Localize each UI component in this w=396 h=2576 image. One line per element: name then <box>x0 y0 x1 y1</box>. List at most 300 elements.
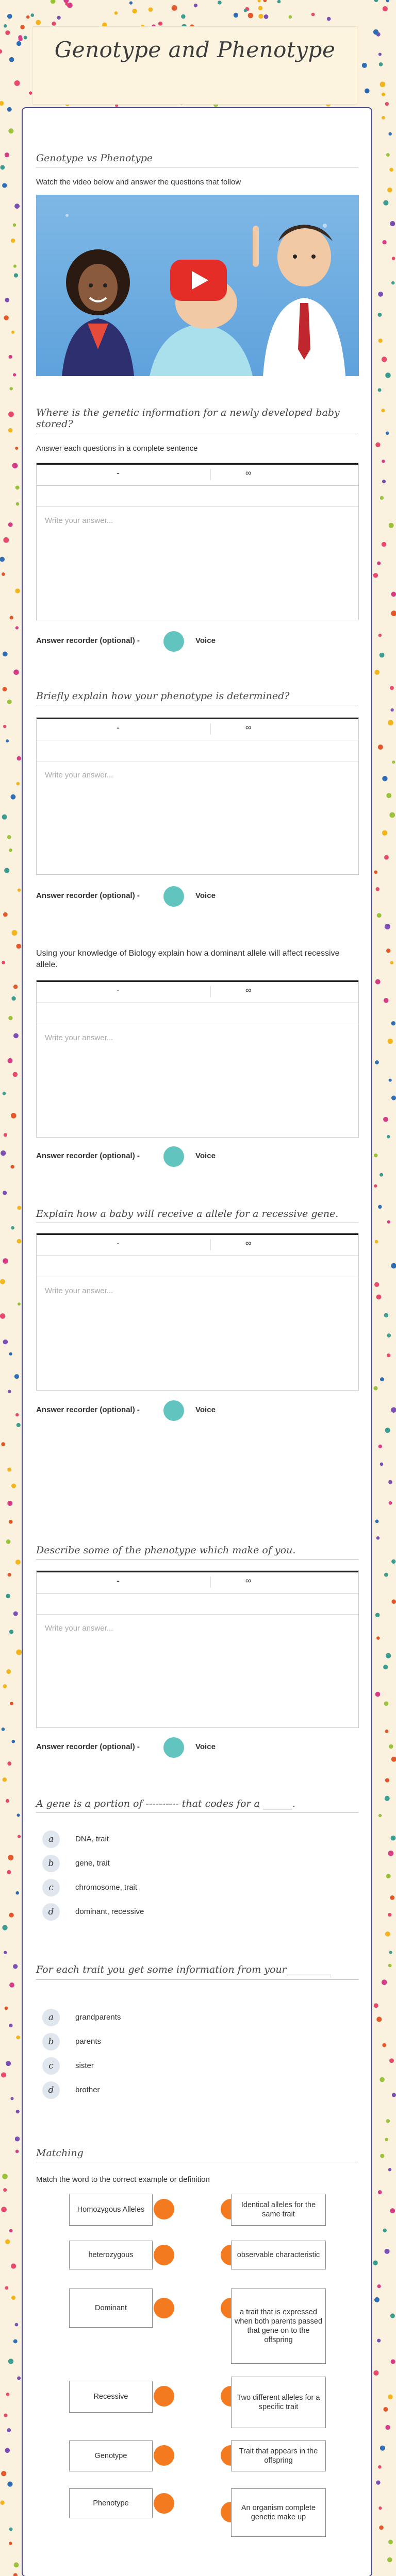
confetti-dot <box>392 2093 396 2097</box>
confetti-dot <box>8 428 13 433</box>
confetti-dot <box>6 1799 9 1803</box>
confetti-dot <box>374 2297 380 2302</box>
q4-answer-input[interactable]: Write your answer... <box>45 1286 113 1295</box>
video-player[interactable] <box>36 195 359 376</box>
confetti-dot <box>15 626 19 630</box>
q5-voice-label: Voice <box>195 1742 216 1751</box>
match-left-1-connector[interactable] <box>154 2245 174 2265</box>
intro-title: Genotype vs Phenotype <box>36 152 358 167</box>
option-letter: d <box>42 2081 60 2099</box>
confetti-dot <box>390 2313 395 2318</box>
confetti-dot <box>378 338 383 343</box>
confetti-dot <box>376 1294 382 1299</box>
confetti-dot <box>388 1480 392 1484</box>
confetti-dot <box>0 2501 4 2505</box>
confetti-dot <box>16 782 20 786</box>
confetti-dot <box>5 30 10 35</box>
confetti-dot <box>380 1377 384 1381</box>
confetti-dot <box>16 2110 20 2113</box>
confetti-dot <box>2 961 5 964</box>
confetti-dot <box>386 948 390 953</box>
confetti-dot <box>5 2239 10 2244</box>
q1-toolbar <box>37 463 358 486</box>
confetti-dot <box>2 183 7 188</box>
confetti-dot <box>172 5 177 11</box>
confetti-dot <box>388 2395 392 2399</box>
confetti-dot <box>376 1536 380 1540</box>
confetti-dot <box>4 315 8 320</box>
confetti-dot <box>4 24 7 28</box>
confetti-dot <box>392 257 395 260</box>
confetti-dot <box>378 744 383 750</box>
q5-record-button[interactable] <box>163 1737 184 1758</box>
confetti-dot <box>6 1539 11 1544</box>
play-icon[interactable] <box>170 260 227 301</box>
confetti-dot <box>7 1761 11 1766</box>
q2-record-button[interactable] <box>163 886 184 907</box>
confetti-dot <box>15 1413 19 1416</box>
confetti-dot <box>383 6 388 11</box>
confetti-dot <box>386 432 389 435</box>
q2-title: Briefly explain how your phenotype is determined? <box>36 690 358 705</box>
confetti-dot <box>387 1135 390 1139</box>
confetti-dot <box>4 868 9 873</box>
confetti-dot <box>382 1979 387 1985</box>
confetti-dot <box>15 2150 19 2154</box>
confetti-dot <box>390 1895 394 1900</box>
confetti-dot <box>1 2471 6 2476</box>
confetti-dot <box>378 53 382 56</box>
confetti-dot <box>380 2446 385 2451</box>
confetti-dot <box>383 1665 388 1669</box>
confetti-dot <box>3 1258 8 1264</box>
q3-record-button[interactable] <box>163 1146 184 1167</box>
confetti-dot <box>16 2036 20 2040</box>
confetti-dot <box>9 1913 13 1918</box>
confetti-dot <box>374 870 377 874</box>
confetti-dot <box>11 2296 15 2300</box>
confetti-dot <box>11 2263 16 2268</box>
confetti-dot <box>385 102 389 106</box>
confetti-dot <box>382 240 386 244</box>
option-letter: a <box>42 2009 60 2026</box>
confetti-dot <box>13 1033 19 1038</box>
confetti-dot <box>51 0 56 4</box>
confetti-dot <box>3 1092 6 1095</box>
confetti-dot <box>382 776 387 781</box>
confetti-dot <box>383 2229 386 2232</box>
confetti-dot <box>7 1501 12 1506</box>
confetti-dot <box>30 13 34 17</box>
confetti-dot <box>377 562 381 565</box>
confetti-dot <box>11 996 15 1001</box>
q2-toolbar-minus[interactable]: - <box>117 722 120 733</box>
q1-toolbar-link[interactable]: ∞ <box>245 469 252 478</box>
confetti-dot <box>244 9 247 12</box>
q1-record-button[interactable] <box>163 631 184 652</box>
confetti-dot <box>9 849 12 852</box>
confetti-dot <box>374 1282 379 1287</box>
confetti-dot <box>383 1117 388 1122</box>
match-right-0[interactable]: Identical alleles for the same trait <box>231 2194 326 2226</box>
confetti-dot <box>0 557 5 562</box>
q1-answer-box[interactable] <box>36 463 359 620</box>
q5-answer-input[interactable]: Write your answer... <box>45 1624 113 1633</box>
confetti-dot <box>391 611 396 616</box>
confetti-dot <box>389 523 394 528</box>
confetti-dot <box>380 81 386 87</box>
q2-answer-box[interactable] <box>36 717 359 875</box>
match-right-1[interactable]: observable characteristic <box>231 2241 326 2269</box>
confetti-dot <box>374 2003 378 2008</box>
confetti-dot <box>13 2340 18 2344</box>
match-left-0-connector[interactable] <box>154 2199 174 2219</box>
confetti-dot <box>382 357 387 362</box>
q3-answer-box[interactable] <box>36 980 359 1138</box>
option-text: brother <box>75 2086 100 2094</box>
confetti-dot <box>3 687 7 691</box>
matching-instruction: Match the word to the correct example or definition <box>36 2175 210 2184</box>
match-left-4-connector[interactable] <box>154 2445 174 2466</box>
confetti-dot <box>387 188 392 192</box>
confetti-dot <box>194 4 197 7</box>
confetti-dot <box>11 1226 14 1230</box>
confetti-dot <box>2 2174 8 2179</box>
q1-recorder-label: Answer recorder (optional) - <box>36 636 140 645</box>
confetti-dot <box>385 1931 390 1937</box>
confetti-dot <box>7 835 11 839</box>
confetti-dot <box>258 0 261 3</box>
confetti-dot <box>375 1240 378 1244</box>
confetti-dot <box>4 1951 7 1954</box>
match-left-0[interactable]: Homozygous Alleles <box>69 2194 153 2226</box>
confetti-dot <box>385 372 391 378</box>
confetti-dot <box>375 1692 381 1697</box>
confetti-dot <box>383 2407 388 2412</box>
confetti-dot <box>389 1744 393 1749</box>
confetti-dot <box>378 313 382 317</box>
q1-answer-input[interactable]: Write your answer... <box>45 516 113 525</box>
confetti-dot <box>10 2097 13 2100</box>
confetti-dot <box>18 888 21 892</box>
confetti-dot <box>7 700 12 704</box>
confetti-dot <box>3 1340 8 1345</box>
confetti-dot <box>3 652 8 657</box>
match-right-3[interactable]: Two different alleles for a specific trait <box>231 2377 326 2428</box>
confetti-dot <box>3 537 9 543</box>
q2-voice-label: Voice <box>195 891 216 900</box>
confetti-dot <box>7 1468 11 1472</box>
confetti-dot <box>391 281 394 284</box>
q1-voice-label: Voice <box>195 636 216 645</box>
match-right-4[interactable]: Trait that appears in the offspring <box>231 2441 326 2471</box>
confetti-dot <box>26 15 29 19</box>
confetti-dot <box>6 1669 11 1674</box>
confetti-dot <box>20 25 24 29</box>
confetti-dot <box>373 2370 378 2376</box>
option-text: DNA, trait <box>75 1835 109 1843</box>
confetti-dot <box>258 14 263 19</box>
confetti-dot <box>2 815 7 820</box>
confetti-dot <box>391 1407 396 1413</box>
confetti-dot <box>15 588 20 593</box>
confetti-dot <box>392 760 395 764</box>
q3-toolbar-link[interactable]: ∞ <box>245 986 252 995</box>
q4-title: Explain how a baby will receive a allele for a recessive gene. <box>36 1208 358 1223</box>
confetti-dot <box>57 16 60 20</box>
confetti-dot <box>2 1727 5 1731</box>
confetti-dot <box>375 887 380 891</box>
match-right-2[interactable]: a trait that is expressed when both parents passed that gene on to the offspring <box>231 2289 326 2364</box>
confetti-dot <box>10 616 13 619</box>
confetti-dot <box>14 204 20 209</box>
confetti-dot <box>385 2138 388 2142</box>
confetti-dot <box>15 2323 19 2327</box>
confetti-dot <box>380 2077 385 2082</box>
option-letter: c <box>42 1879 60 1896</box>
confetti-dot <box>13 669 19 675</box>
confetti-dot <box>388 720 393 726</box>
confetti-dot <box>16 41 21 46</box>
confetti-dot <box>234 13 238 18</box>
confetti-dot <box>382 830 387 835</box>
confetti-dot <box>8 1390 11 1394</box>
confetti-dot <box>1 1150 6 1156</box>
confetti-dot <box>16 944 21 949</box>
confetti-dot <box>14 2563 19 2568</box>
confetti-dot <box>377 2338 381 2342</box>
confetti-dot <box>382 542 386 547</box>
confetti-dot <box>8 1058 13 1063</box>
q2-toolbar-link[interactable]: ∞ <box>245 723 252 732</box>
q3-recorder-label: Answer recorder (optional) - <box>36 1151 140 1160</box>
confetti-dot <box>375 1613 380 1618</box>
confetti-dot <box>9 2528 13 2531</box>
confetti-dot <box>390 221 395 226</box>
confetti-dot <box>15 447 18 450</box>
confetti-dot <box>14 273 18 277</box>
confetti-dot <box>11 1113 16 1118</box>
q5-toolbar-link[interactable]: ∞ <box>245 1577 252 1585</box>
match-left-1[interactable]: heterozygous <box>69 2241 153 2269</box>
confetti-dot <box>7 1870 11 1874</box>
confetti-dot <box>374 1184 377 1188</box>
q1-note: Answer each questions in a complete sentence <box>36 444 198 453</box>
confetti-dot <box>384 2249 389 2254</box>
confetti-dot <box>373 573 378 578</box>
confetti-dot <box>3 2188 7 2192</box>
confetti-dot <box>15 2137 20 2142</box>
confetti-dot <box>9 1520 13 1524</box>
q5-answer-box[interactable] <box>36 1570 359 1728</box>
confetti-dot <box>391 1599 396 1604</box>
q4-toolbar-minus[interactable]: - <box>117 1238 120 1248</box>
confetti-dot <box>15 486 20 490</box>
confetti-dot <box>391 592 396 597</box>
confetti-dot <box>382 480 386 483</box>
q3-toolbar-minus[interactable]: - <box>117 985 120 995</box>
option-text: grandparents <box>75 2013 121 2022</box>
match-left-4[interactable]: Genotype <box>69 2441 153 2471</box>
confetti-dot <box>5 2286 9 2290</box>
confetti-dot <box>378 1205 382 1209</box>
woman-illustration <box>62 249 134 376</box>
confetti-dot <box>17 756 21 760</box>
confetti-dot <box>383 200 388 206</box>
mc2-title: For each trait you get some information from your_________ <box>36 1963 358 1980</box>
confetti-dot <box>277 0 281 3</box>
confetti-dot <box>181 14 185 19</box>
confetti-dot <box>391 1560 395 1564</box>
q2-answer-input[interactable]: Write your answer... <box>45 771 113 779</box>
option-letter: a <box>42 1831 60 1848</box>
confetti-dot <box>288 15 292 19</box>
confetti-dot <box>386 2119 390 2123</box>
confetti-dot <box>389 2058 394 2063</box>
confetti-dot <box>375 1060 379 1064</box>
confetti-dot <box>380 2154 384 2158</box>
confetti-dot <box>391 2359 395 2364</box>
confetti-dot <box>18 1835 21 1838</box>
q4-record-button[interactable] <box>163 1400 184 1421</box>
confetti-dot <box>13 223 16 226</box>
confetti-dot <box>380 653 385 658</box>
confetti-dot <box>384 1573 388 1577</box>
confetti-dot <box>5 2006 8 2010</box>
confetti-dot <box>8 128 13 133</box>
confetti-dot <box>12 930 18 936</box>
confetti-dot <box>13 1964 18 1969</box>
confetti-dot <box>5 152 9 157</box>
confetti-dot <box>385 1796 390 1801</box>
confetti-dot <box>375 1520 379 1523</box>
confetti-dot <box>18 35 22 39</box>
confetti-dot <box>8 1573 11 1577</box>
q3-toolbar <box>37 980 358 1003</box>
confetti-dot <box>388 1913 391 1917</box>
confetti-dot <box>378 2506 382 2510</box>
confetti-dot <box>4 2414 7 2417</box>
option-letter: b <box>42 2033 60 2050</box>
confetti-dot <box>264 14 269 19</box>
confetti-dot <box>10 1702 13 1705</box>
confetti-dot <box>388 2168 391 2171</box>
q5-toolbar-minus[interactable]: - <box>117 1575 120 1586</box>
option-text: sister <box>75 2061 94 2070</box>
confetti-dot <box>115 104 118 107</box>
confetti-dot <box>382 460 385 463</box>
confetti-dot <box>6 1594 10 1598</box>
confetti-dot <box>374 0 378 2</box>
confetti-dot <box>382 116 385 120</box>
match-left-2[interactable]: Dominant <box>69 2289 153 2328</box>
header-card <box>33 27 357 104</box>
confetti-dot <box>5 298 9 302</box>
confetti-dot <box>376 2480 380 2484</box>
confetti-dot <box>3 1191 7 1195</box>
confetti-dot <box>10 794 15 800</box>
confetti-dot <box>15 1891 19 1895</box>
confetti-dot <box>12 463 18 468</box>
confetti-dot <box>7 2482 12 2487</box>
confetti-dot <box>381 409 385 412</box>
confetti-dot <box>8 522 13 527</box>
confetti-dot <box>9 1630 13 1634</box>
right-man-illustration <box>253 225 345 376</box>
confetti-dot <box>390 961 393 964</box>
confetti-dot <box>378 634 382 637</box>
confetti-dot <box>13 2573 18 2576</box>
confetti-dot <box>0 1313 5 1319</box>
confetti-dot <box>9 2229 13 2232</box>
confetti-dot <box>376 2016 382 2022</box>
confetti-dot <box>375 442 380 447</box>
confetti-dot <box>18 1302 21 1306</box>
confetti-dot <box>389 1079 392 1082</box>
confetti-dot <box>391 1021 395 1025</box>
video-thumbnail <box>36 195 359 376</box>
confetti-dot <box>388 1039 393 1044</box>
confetti-dot <box>13 1072 18 1077</box>
confetti-dot <box>16 1814 20 1817</box>
match-right-5[interactable]: An organism complete genetic make up <box>231 2488 326 2537</box>
confetti-dot <box>385 1428 390 1433</box>
confetti-dot <box>2 1925 7 1930</box>
q4-answer-box[interactable] <box>36 1233 359 1391</box>
confetti-dot <box>391 1263 396 1269</box>
match-left-5[interactable]: Phenotype <box>69 2488 153 2518</box>
confetti-dot <box>4 1133 7 1137</box>
match-left-3[interactable]: Recessive <box>69 2381 153 2413</box>
confetti-dot <box>63 0 69 3</box>
confetti-dot <box>3 1777 7 1782</box>
confetti-dot <box>388 2540 393 2545</box>
confetti-dot <box>379 62 383 66</box>
match-left-5-connector[interactable] <box>154 2493 174 2514</box>
q1-toolbar-minus[interactable]: - <box>117 468 120 478</box>
confetti-dot <box>387 2557 392 2563</box>
confetti-dot <box>16 1423 21 1427</box>
confetti-dot <box>15 1560 21 1565</box>
option-text: parents <box>75 2037 102 2046</box>
confetti-dot <box>8 355 12 359</box>
confetti-dot <box>13 373 16 376</box>
match-left-2-connector[interactable] <box>154 2298 174 2318</box>
confetti-dot <box>380 1463 384 1466</box>
confetti-dot <box>129 1 133 4</box>
confetti-dot <box>9 1982 14 1988</box>
confetti-dot <box>3 1684 7 1688</box>
confetti-dot <box>29 91 32 94</box>
match-left-3-connector[interactable] <box>154 2386 174 2406</box>
q1-title: Where is the genetic information for a newly developed baby stored? <box>36 407 358 433</box>
confetti-dot <box>388 1851 394 1856</box>
confetti-dot <box>11 1484 16 1488</box>
confetti-dot <box>13 265 16 268</box>
q3-title: Using your knowledge of Biology explain how a dominant allele will affect recessive allele. <box>36 949 340 969</box>
confetti-dot <box>378 292 383 297</box>
confetti-dot <box>384 855 389 860</box>
confetti-dot <box>390 708 393 711</box>
q3-answer-input[interactable]: Write your answer... <box>45 1033 113 1042</box>
confetti-dot <box>16 1650 22 1655</box>
q4-toolbar-link[interactable]: ∞ <box>245 1239 252 1248</box>
q4-recorder-label: Answer recorder (optional) - <box>36 1405 140 1414</box>
confetti-dot <box>17 2377 21 2380</box>
confetti-dot <box>6 739 9 742</box>
confetti-dot <box>148 7 153 12</box>
confetti-dot <box>385 1778 389 1782</box>
